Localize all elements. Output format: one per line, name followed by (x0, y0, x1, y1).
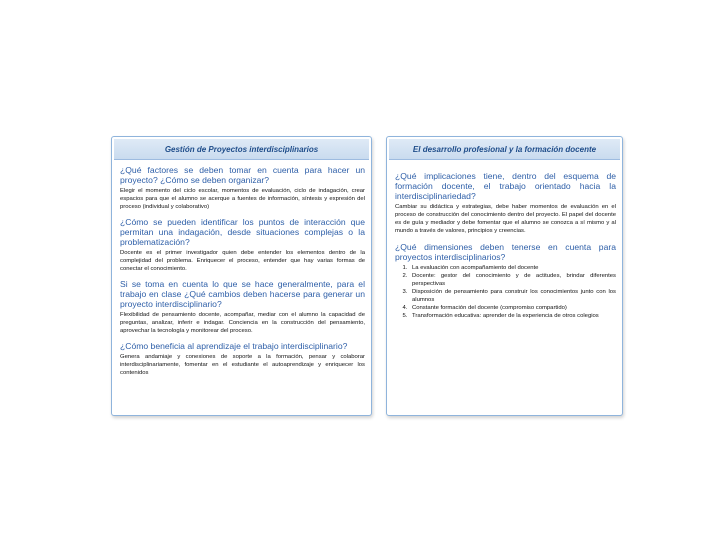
qa-section-interaccion (120, 217, 365, 273)
card-title: El desarrollo profesional y la formación docente (412, 144, 597, 154)
answer-text: Docente es el primer investigador quien debe entender los elementos dentro de la complejidad del problema. Enriquecer el proceso, entender que hay varias formas de conectar el conocimiento. (120, 250, 365, 272)
qa-section-cambios (120, 279, 365, 335)
question-heading: Si se toma en cuenta lo que se hace generalmente, para el trabajo en clase ¿Qué cambios deben hacerse para generar un proyecto interdisciplinario? (120, 279, 365, 309)
list-item: 1. La evaluación con acompañamiento del docente (409, 264, 616, 272)
card-header-desarrollo (389, 139, 620, 160)
list-item: 5. Transformación educativa: aprender de la experiencia de otros colegios (409, 312, 616, 320)
list-item: 4. Constante formación del docente (compromiso compartido) (409, 304, 616, 312)
qa-section-dimensiones (395, 242, 616, 320)
answer-text: Cambiar su didáctica y estrategias, debe haber momentos de evaluación en el proceso de construcción del conocimiento dentro del proyecto. El papel del docente es de guía y mediador y debe fomentar que el alumno se conozca a sí mismo y al mundo a través de valores, principios y creencias. (395, 204, 616, 234)
answer-text: Elegir el momento del ciclo escolar, momentos de evaluación, ciclo de indagación, crear espacios para que el alumno se acerque a fuentes de información, síntesis y expresión del proceso (individual y colaborativo) (120, 188, 365, 210)
list-item: 3. Disposición de pensamiento para construir los conocimientos junto con los alumnos (409, 288, 616, 304)
answer-text: Flexibilidad de pensamiento docente, acompañar, mediar con el alumno la capacidad de preguntas, analizar, inferir e indagar. Conciencia en la construcción del pensamiento, aprovechar la tecnología y monitorear del proceso. (120, 312, 365, 334)
list-item: 2. Docente: gestor del conocimiento y de actitudes, brindar diferentes perspectivas (409, 272, 616, 288)
question-heading: ¿Qué dimensiones deben tenerse en cuenta para proyectos interdisciplinarios? (395, 242, 616, 262)
question-heading: ¿Qué implicaciones tiene, dentro del esquema de formación docente, el trabajo orientado hacia la interdisciplinariedad? (395, 171, 616, 201)
dimensions-list (395, 264, 616, 320)
card-title: Gestión de Proyectos interdisciplinarios (164, 144, 319, 154)
card-header-gestion (114, 139, 369, 160)
qa-section-implicaciones (395, 171, 616, 235)
card-gestion-proyectos (111, 136, 372, 416)
card-desarrollo-profesional (386, 136, 623, 416)
question-heading: ¿Qué factores se deben tomar en cuenta para hacer un proyecto? ¿Cómo se deben organizar? (120, 165, 365, 185)
qa-section-factores (120, 165, 365, 211)
qa-section-beneficio (120, 341, 365, 377)
question-heading: ¿Cómo beneficia al aprendizaje el trabajo interdisciplinario? (120, 341, 348, 351)
card-body (112, 160, 371, 377)
answer-text: Genera andamiaje y conexiones de soporte a la formación, pensar y colaborar interdisciplinariamente, fomentar en el estudiante el autoaprendizaje y enriquecer los contenidos (120, 354, 365, 376)
question-heading: ¿Cómo se pueden identificar los puntos de interacción que permitan una indagación, desde situaciones complejas o la problematización? (120, 217, 365, 247)
card-body (387, 160, 622, 320)
